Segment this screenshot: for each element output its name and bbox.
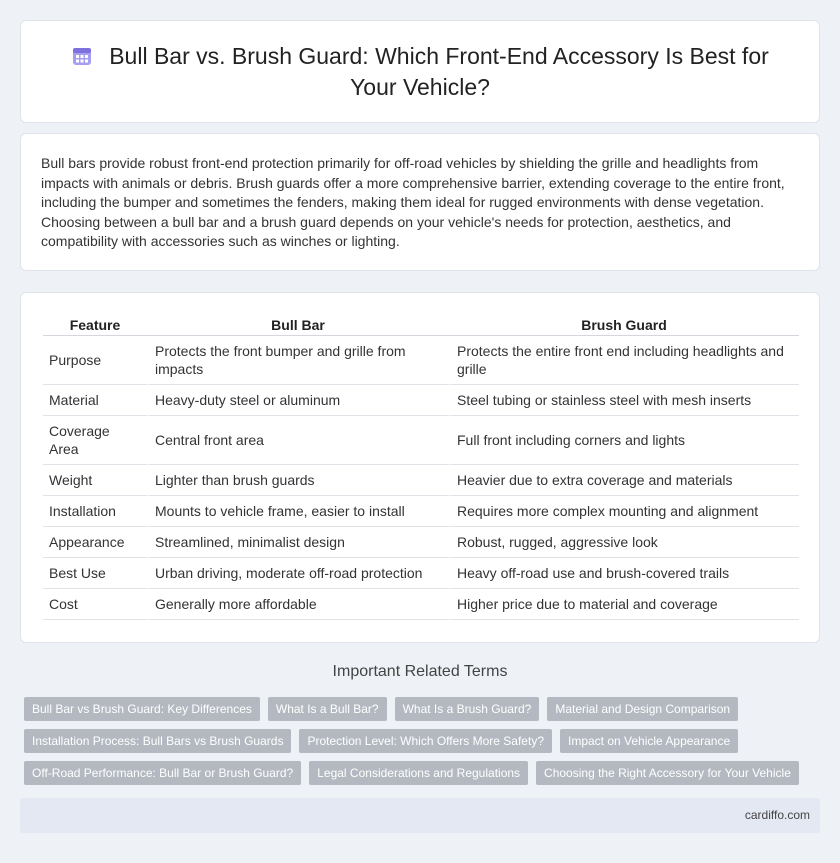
- intro-paragraph: Bull bars provide robust front-end protection primarily for off-road vehicles by shielding the grille and headlights from impacts with animals or debris. Brush guards offer a more comprehensive barrier, extending coverage to the entire front, including the bumper and sometimes the fenders, making them ideal for rugged environments with dense vegetation. Choosing between a bull bar and a brush guard depends on your vehicle's needs for protection, aesthetics, and compatibility with accessories such as winches or lighting.: [41, 155, 785, 249]
- footer-site[interactable]: cardiffo.com: [744, 808, 810, 822]
- footer: [20, 798, 820, 833]
- cell-brush-guard: Protects the entire front end including headlights and grille: [449, 336, 799, 385]
- cell-bull-bar: Central front area: [147, 416, 449, 465]
- cell-bull-bar: Urban driving, moderate off-road protection: [147, 558, 449, 589]
- table-header-row: [43, 313, 799, 336]
- table-row: [43, 465, 799, 496]
- related-term-tag[interactable]: Impact on Vehicle Appearance: [560, 729, 738, 753]
- table-row: [43, 589, 799, 620]
- table-row: [43, 527, 799, 558]
- cell-bull-bar: Lighter than brush guards: [147, 465, 449, 496]
- cell-feature: Weight: [43, 465, 147, 496]
- tag-row: [24, 729, 824, 753]
- calendar-icon: [71, 45, 93, 67]
- header-card: [20, 20, 820, 123]
- table-row: [43, 558, 799, 589]
- cell-feature: Best Use: [43, 558, 147, 589]
- tag-row: [24, 697, 824, 721]
- related-term-tag[interactable]: Protection Level: Which Offers More Safety?: [299, 729, 552, 753]
- cell-brush-guard: Heavier due to extra coverage and materials: [449, 465, 799, 496]
- comparison-table: [43, 313, 799, 620]
- cell-bull-bar: Protects the front bumper and grille from impacts: [147, 336, 449, 385]
- cell-bull-bar: Heavy-duty steel or aluminum: [147, 385, 449, 416]
- cell-feature: Material: [43, 385, 147, 416]
- header-bull-bar: Bull Bar: [147, 313, 449, 336]
- cell-brush-guard: Heavy off-road use and brush-covered trails: [449, 558, 799, 589]
- cell-feature: Appearance: [43, 527, 147, 558]
- cell-bull-bar: Streamlined, minimalist design: [147, 527, 449, 558]
- cell-bull-bar: Generally more affordable: [147, 589, 449, 620]
- cell-feature: Coverage Area: [43, 416, 147, 465]
- related-term-tag[interactable]: What Is a Brush Guard?: [395, 697, 540, 721]
- related-term-tag[interactable]: Bull Bar vs Brush Guard: Key Differences: [24, 697, 260, 721]
- title-text: Bull Bar vs. Brush Guard: Which Front-End Accessory Is Best for Your Vehicle?: [109, 42, 769, 100]
- related-term-tag[interactable]: Installation Process: Bull Bars vs Brush Guards: [24, 729, 291, 753]
- intro-card: [20, 133, 820, 271]
- tag-row: [24, 761, 824, 785]
- table-row: [43, 385, 799, 416]
- related-term-tag[interactable]: What Is a Bull Bar?: [268, 697, 387, 721]
- related-term-tag[interactable]: Material and Design Comparison: [547, 697, 738, 721]
- cell-brush-guard: Higher price due to material and coverage: [449, 589, 799, 620]
- cell-brush-guard: Requires more complex mounting and alignment: [449, 496, 799, 527]
- comparison-card: [20, 292, 820, 643]
- page-title: [51, 41, 789, 103]
- table-row: [43, 496, 799, 527]
- related-terms-heading: Important Related Terms: [332, 663, 508, 680]
- cell-brush-guard: Steel tubing or stainless steel with mesh inserts: [449, 385, 799, 416]
- cell-feature: Installation: [43, 496, 147, 527]
- cell-bull-bar: Mounts to vehicle frame, easier to install: [147, 496, 449, 527]
- related-term-tag[interactable]: Off-Road Performance: Bull Bar or Brush Guard?: [24, 761, 301, 785]
- related-term-tag[interactable]: Legal Considerations and Regulations: [309, 761, 528, 785]
- cell-brush-guard: Full front including corners and lights: [449, 416, 799, 465]
- table-row: [43, 416, 799, 465]
- cell-feature: Cost: [43, 589, 147, 620]
- header-feature: Feature: [43, 313, 147, 336]
- cell-feature: Purpose: [43, 336, 147, 385]
- related-term-tag[interactable]: Choosing the Right Accessory for Your Vehicle: [536, 761, 799, 785]
- related-terms-list: [24, 697, 824, 793]
- cell-brush-guard: Robust, rugged, aggressive look: [449, 527, 799, 558]
- header-brush-guard: Brush Guard: [449, 313, 799, 336]
- table-row: [43, 336, 799, 385]
